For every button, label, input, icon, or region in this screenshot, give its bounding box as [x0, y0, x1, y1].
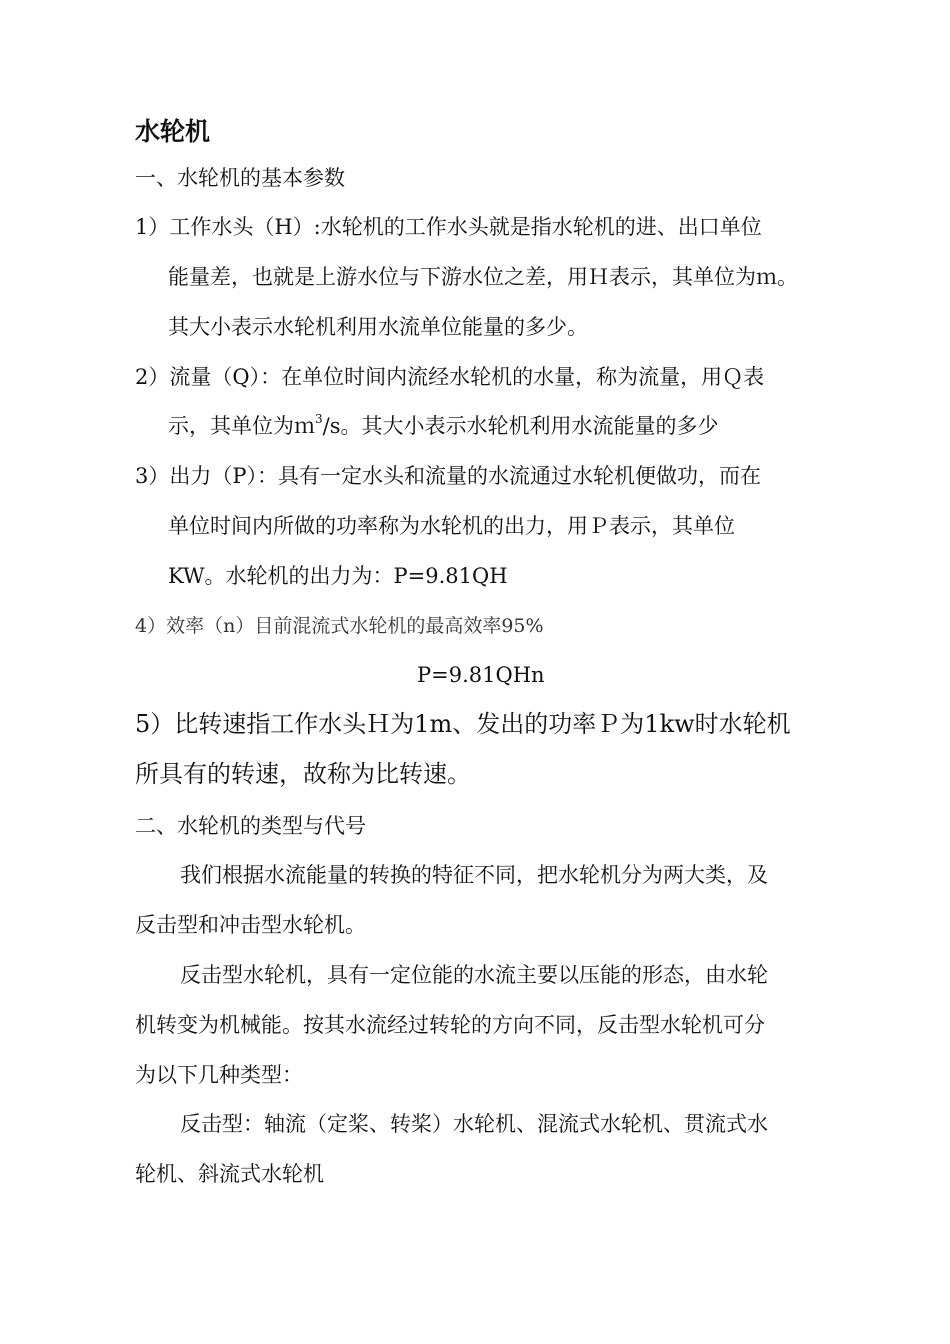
para-2-line-2: 机转变为机械能。按其水流经过转轮的方向不同，反击型水轮机可分 [135, 1013, 765, 1037]
item-2-superscript: 3 [315, 412, 323, 426]
item-2-line-2 [168, 413, 719, 439]
para-1-line-1: 我们根据水流能量的转换的特征不同，把水轮机分为两大类，及 [180, 863, 768, 887]
para-2-line-3: 为以下几种类型： [135, 1063, 303, 1087]
item-4-line-1: 4）效率（n）目前混流式水轮机的最高效率95% [135, 615, 544, 637]
item-5-line-1: 5）比转速指工作水头Ｈ为1m、发出的功率Ｐ为1kw时水轮机 [135, 710, 791, 738]
item-3-line-3: KW。水轮机的出力为：P=9.81QH [168, 564, 508, 588]
item-2-line-2-text-b: /s。其大小表示水轮机利用水流能量的多少 [322, 414, 719, 438]
para-3-line-2: 轮机、斜流式水轮机 [135, 1162, 324, 1186]
para-3-line-1: 反击型：轴流（定桨、转桨）水轮机、混流式水轮机、贯流式水 [180, 1112, 768, 1136]
item-2-line-1: 2）流量（Q）：在单位时间内流经水轮机的水量，称为流量，用Ｑ表 [135, 365, 765, 389]
section-heading-basic-parameters: 一、水轮机的基本参数 [135, 166, 345, 190]
item-3-line-2: 单位时间内所做的功率称为水轮机的出力，用Ｐ表示，其单位 [168, 514, 735, 538]
para-1-line-2: 反击型和冲击型水轮机。 [135, 913, 366, 937]
item-1-line-2: 能量差，也就是上游水位与下游水位之差，用Ｈ表示，其单位为ｍ。 [168, 265, 798, 289]
item-3-line-1: 3）出力（P）：具有一定水头和流量的水流通过水轮机便做功，而在 [135, 464, 761, 488]
section-heading-types: 二、水轮机的类型与代号 [135, 814, 366, 838]
document-title: 水轮机 [135, 117, 211, 146]
efficiency-formula: P=9.81QHn [417, 663, 545, 687]
item-1-line-3: 其大小表示水轮机利用水流单位能量的多少。 [168, 315, 588, 339]
item-2-line-2-text-a: 示，其单位为ｍ [168, 414, 315, 438]
para-2-line-1: 反击型水轮机，具有一定位能的水流主要以压能的形态，由水轮 [180, 963, 768, 987]
item-5-line-2: 所具有的转速，故称为比转速。 [135, 760, 471, 788]
item-1-line-1: 1）工作水头（H）:水轮机的工作水头就是指水轮机的进、出口单位 [135, 215, 762, 239]
